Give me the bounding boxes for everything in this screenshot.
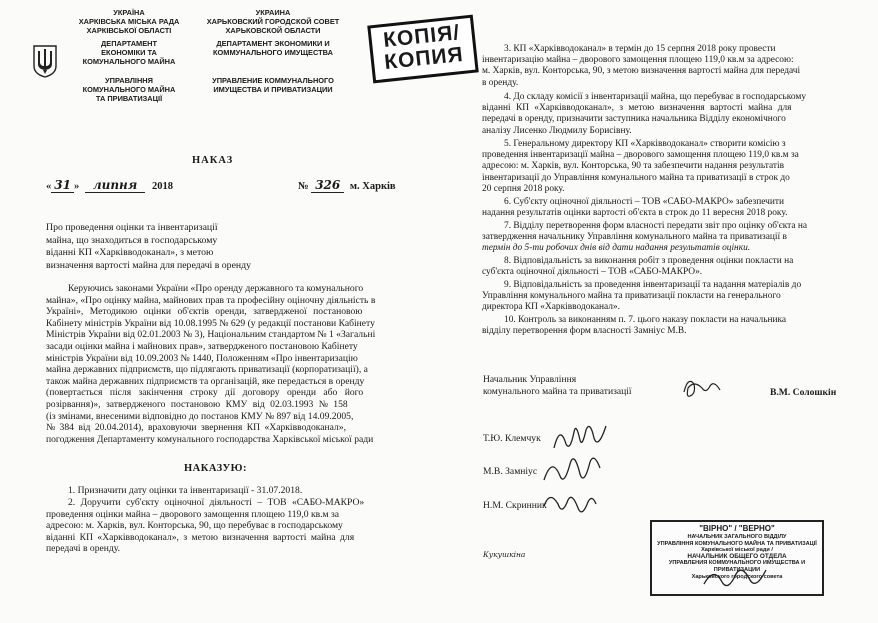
executor-name: Кукушкіна bbox=[483, 550, 526, 559]
header-left-line: ДЕПАРТАМЕНТ bbox=[101, 39, 157, 48]
preamble bbox=[46, 283, 400, 445]
header-right-line: УКРАИНА bbox=[255, 8, 291, 17]
copy-stamp-line: КОПІЯ/ bbox=[382, 21, 462, 53]
header-right-line: ДЕПАРТАМЕНТ ЭКОНОМИКИ И bbox=[216, 39, 330, 48]
preamble-line: також майна державних підприємств та організацій, яке передається в оренду bbox=[46, 375, 365, 387]
order-number bbox=[298, 178, 396, 192]
item-line: надання результатів оцінки вартості об'єкта в строк до 11 вересня 2018 року. bbox=[482, 208, 788, 219]
preamble-line: майна», «Про оцінку майна, майнових прав та професійну оціночну діяльність в bbox=[46, 294, 376, 306]
nakazuyu-heading: НАКАЗУЮ: bbox=[184, 463, 247, 474]
order-number-value: 326 bbox=[311, 178, 344, 193]
order-item-10 bbox=[482, 315, 834, 337]
item-line: аналізу Лисенко Людмилу Борисівну. bbox=[482, 125, 632, 136]
order-number-label: № bbox=[298, 181, 309, 192]
subject-line: віданні КП «Харківводоканал», з метою bbox=[46, 247, 214, 259]
item-line: 8. Відповідальність за виконання робіт з проведення оцінки покласти на bbox=[504, 256, 794, 266]
signatory-block bbox=[483, 374, 632, 398]
order-date bbox=[46, 178, 173, 192]
header-left-line: УПРАВЛІННЯ bbox=[105, 76, 153, 85]
preamble-line: Кабінету міністрів України від 10.08.1995 № 629 (у редакції постанови Кабінету bbox=[46, 317, 375, 329]
item-line: затвердження начальнику Управління комунального майна та приватизації в bbox=[482, 232, 787, 243]
header-left-line: ЕКОНОМІКИ ТА bbox=[101, 48, 157, 57]
preamble-line: № 384 від 20.04.2014), враховуючи звернення КП «Харківводоканал», bbox=[46, 422, 346, 434]
order-title: НАКАЗ bbox=[192, 155, 234, 166]
order-item-6 bbox=[482, 197, 834, 219]
header-right-line: ХАРЬКОВСКИЙ ГОРОДСКОЙ СОВЕТ bbox=[206, 17, 340, 26]
verno-stamp-line: "ВІРНО" / "ВЕРНО" bbox=[699, 524, 775, 533]
preamble-line: засади оцінки майна і майнових прав», затвердженого постановою Кабінету bbox=[46, 340, 358, 352]
header-left-line: УКРАЇНА bbox=[113, 8, 145, 17]
header-left-line: ХАРКІВСЬКА МІСЬКА РАДА bbox=[78, 17, 180, 26]
item-line: термін до 5-ти робочих днів від дати надання результатів оцінки. bbox=[482, 243, 751, 254]
verno-stamp-line: НАЧАЛЬНИК ЗАГАЛЬНОГО ВІДДІЛУ bbox=[687, 534, 787, 540]
order-item-9 bbox=[482, 280, 834, 314]
preamble-line: (повертається після закінчення строку дії договору оренди або його bbox=[46, 387, 364, 399]
item-line: в оренду. bbox=[482, 77, 519, 88]
verno-stamp-line: УПРАВЛІННЯ КОМУНАЛЬНОГО МАЙНА ТА ПРИВАТИЗАЦІЇ bbox=[657, 540, 817, 547]
date-day: 31 bbox=[51, 178, 74, 193]
item-line: передачі в оренду. bbox=[46, 543, 120, 555]
signatory-title: Начальник Управління bbox=[483, 374, 577, 385]
signatory-title: комунального майна та приватизації bbox=[483, 386, 632, 397]
header-right-line: КОММУНАЛЬНОГО ИМУЩЕСТВА bbox=[213, 48, 333, 57]
coat-of-arms-icon bbox=[32, 44, 58, 78]
copy-stamp-line: КОПИЯ bbox=[383, 42, 465, 75]
item-line: передачі в оренду, призначити заступника начальника Відділу економічного bbox=[482, 114, 786, 125]
item-line: віданні КП «Харківводоканал», з метою визначення вартості майна для bbox=[46, 531, 355, 543]
verno-stamp-line: Харьковского городского совета bbox=[691, 573, 783, 580]
date-open-quote: « bbox=[46, 181, 52, 192]
verno-stamp-line: НАЧАЛЬНИК ОБЩЕГО ОТДЕЛА bbox=[687, 552, 787, 560]
preamble-line: розірвання)», затвердженого постановою КМУ від 02.03.1993 № 158 bbox=[46, 398, 348, 410]
item-line: відділу перетворення форм власності Замніус М.В. bbox=[482, 326, 687, 337]
item-line: інвентаризацію майна – дворового замощення площею 119,0 кв.м за адресою: bbox=[482, 55, 794, 66]
order-item-3 bbox=[482, 44, 834, 89]
preamble-line: міністрів України від 10.09.2003 № 1440, Положенням «Про інвентаризацію bbox=[46, 352, 358, 364]
item-line: віданні КП «Харківводоканал», з метою визначення вартості майна для bbox=[482, 103, 792, 114]
item-line: 5. Генеральному директору КП «Харківводоканал» створити комісію з bbox=[504, 139, 786, 149]
subject-line: Про проведення оцінки та інвентаризації bbox=[46, 222, 218, 233]
order-item-8 bbox=[482, 256, 834, 278]
header-right-line: ИМУЩЕСТВА И ПРИВАТИЗАЦИИ bbox=[213, 85, 333, 94]
approver-2: М.В. Замніус bbox=[483, 466, 538, 477]
subject-line: майна, що знаходиться в господарському bbox=[46, 234, 218, 246]
header-left-line: ТА ПРИВАТИЗАЦІЇ bbox=[95, 94, 163, 103]
header-left-line: ХАРКІВСЬКОЇ ОБЛАСТІ bbox=[86, 26, 172, 35]
order-city: м. Харків bbox=[349, 181, 396, 192]
order-item-7 bbox=[482, 221, 834, 255]
order-item-4 bbox=[482, 92, 834, 137]
preamble-line: погодження Департаменту комунального господарства Харківської міської ради bbox=[46, 433, 374, 445]
item-line: 7. Відділу перетворення форм власності передати звіт про оцінку об'єкта на bbox=[504, 221, 808, 231]
subject-line: визначення вартості майна для передачі в оренду bbox=[46, 259, 252, 271]
item-line: 6. Суб'єкту оціночної діяльності – ТОВ «САБО-МАКРО» забезпечити bbox=[504, 197, 785, 207]
order-item-1: 1. Призначити дату оцінки та інвентаризації - 31.07.2018. bbox=[68, 485, 303, 496]
signature-approver-3-icon bbox=[540, 486, 600, 522]
order-subject bbox=[46, 222, 251, 272]
item-line: Управління комунального майна та приватизації покласти на генерального bbox=[482, 291, 781, 302]
header-left bbox=[74, 8, 184, 103]
date-year: 2018 bbox=[151, 181, 173, 192]
item-line: адресою: м. Харків, вул. Конторська, 90 та забезпечити надання результатів bbox=[482, 161, 785, 172]
preamble-line: Керуючись законами України «Про оренду державного та комунального bbox=[68, 283, 364, 294]
copy-stamp bbox=[367, 15, 478, 84]
signature-stamp-icon bbox=[700, 560, 770, 594]
preamble-line: (із змінами, внесеними відповідно до постанов КМУ № 897 від 14.09.2005, bbox=[46, 410, 354, 422]
item-line: 2. Доручити суб'єкту оціночної діяльності – ТОВ «САБО-МАКРО» bbox=[68, 497, 365, 508]
item-line: інвентаризації до Управління комунального майна та приватизації в строк до bbox=[482, 172, 790, 183]
preamble-line: майна державних підприємств, що підлягають приватизації (корпоратизації), а bbox=[46, 364, 368, 376]
header-left-line: КОМУНАЛЬНОГО МАЙНА bbox=[82, 85, 176, 94]
signature-approver-2-icon bbox=[540, 446, 604, 490]
item-line: проведення інвентаризації майна – дворового замощення площею 119,0 кв.м за bbox=[482, 150, 799, 161]
item-line: м. Харків, вул. Конторська, 90, з метою визначення вартості майна для передачі bbox=[482, 66, 801, 77]
verno-stamp-line: УПРАВЛЕНИЯ КОММУНАЛЬНОГО ИМУЩЕСТВА И ПРИВАТИЗАЦИИ bbox=[668, 560, 806, 573]
header-left-line: КОМУНАЛЬНОГО МАЙНА bbox=[82, 57, 176, 66]
item-line: директора КП «Харківводоканал». bbox=[482, 302, 620, 313]
item-line: 20 серпня 2018 року. bbox=[482, 183, 565, 194]
item-line: 9. Відповідальність за проведення інвентаризації та надання матеріалів до bbox=[504, 280, 802, 290]
date-month: липня bbox=[85, 178, 146, 193]
preamble-line: Міністрів України від 02.01.2003 № 3), Національним стандартом № 1 «Загальні bbox=[46, 329, 376, 341]
approver-1: Т.Ю. Клемчук bbox=[483, 433, 541, 444]
verno-stamp-line: Харківської міської ради / bbox=[701, 547, 773, 554]
approver-3: Н.М. Скринник bbox=[483, 500, 547, 511]
item-line: 10. Контроль за виконанням п. 7. цього наказу покласти на начальника bbox=[504, 315, 787, 325]
signatory-name: В.М. Солошкін bbox=[770, 387, 837, 398]
signature-head-icon bbox=[680, 374, 724, 402]
order-item-2 bbox=[46, 497, 400, 555]
item-line: 4. До складу комісії з інвентаризації майна, що перебуває в господарському bbox=[504, 92, 807, 102]
item-line: адресою: м. Харків, вул. Конторська, 90, що перебуває в господарському bbox=[46, 520, 343, 532]
item-line: проведення оцінки майна – дворового замощення площею 119,0 кв.м за bbox=[46, 508, 340, 520]
order-item-5 bbox=[482, 139, 834, 195]
item-line: суб'єкта оціночної діяльності – ТОВ «САБО-МАКРО». bbox=[482, 267, 703, 278]
item-line: 3. КП «Харківводоканал» в термін до 15 серпня 2018 року провести bbox=[504, 44, 776, 54]
header-right-line: УПРАВЛЕНИЕ КОММУНАЛЬНОГО bbox=[212, 76, 334, 85]
header-right-line: ХАРЬКОВСКОЙ ОБЛАСТИ bbox=[225, 26, 321, 35]
preamble-line: Україні», Методикою оцінки об'єктів оренди, затвердженої постановою bbox=[46, 306, 363, 318]
header-right bbox=[193, 8, 353, 94]
date-close-quote: » bbox=[73, 181, 80, 192]
